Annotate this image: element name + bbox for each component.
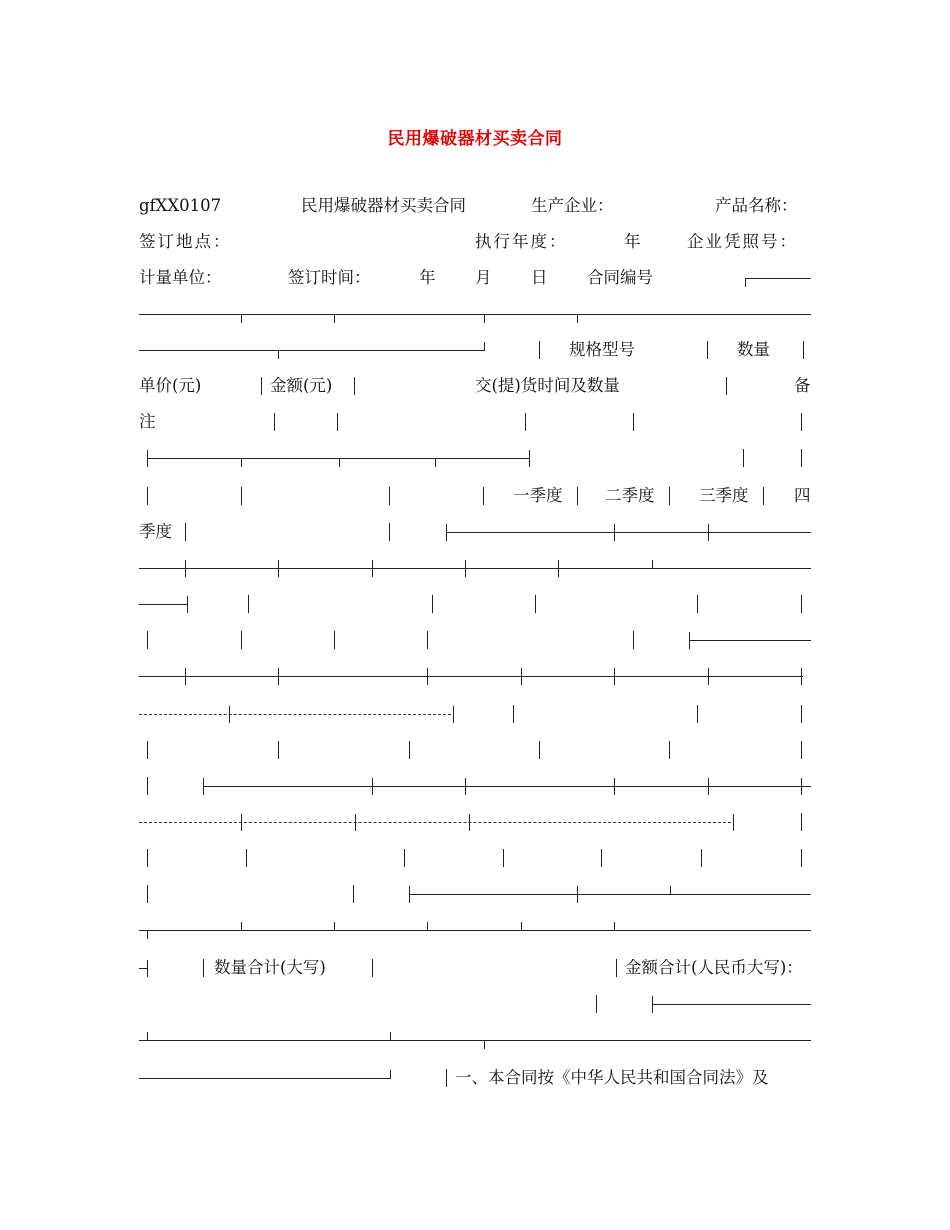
table-border-line	[465, 778, 466, 795]
table-border-line	[147, 487, 148, 505]
document-title: 民用爆破器材买卖合同	[387, 129, 563, 149]
table-border-line	[652, 1004, 811, 1005]
table-border-line	[763, 487, 764, 505]
table-border-line	[601, 849, 602, 867]
table-row-19	[139, 846, 811, 870]
table-row-16	[139, 738, 811, 762]
table-border-line	[278, 560, 279, 577]
clause-1: 一、本合同按《中华人民共和国合同法》及	[455, 1068, 769, 1087]
table-border-line	[484, 1040, 485, 1049]
table-border-line	[745, 278, 746, 287]
quarter-4b: 季度	[139, 522, 172, 541]
contract-code: gfXX0107	[139, 196, 222, 215]
exec-year-unit: 年	[624, 232, 641, 251]
table-border-line	[521, 668, 522, 685]
table-border-line	[708, 524, 709, 541]
table-border-line	[427, 668, 428, 685]
table-border-line	[389, 523, 390, 541]
exec-year-label: 执行年度：	[475, 232, 568, 251]
table-border-line	[503, 849, 504, 867]
table-border-line	[404, 849, 405, 867]
table-border-line	[241, 922, 242, 931]
table-row-10	[139, 520, 811, 544]
qty-total-label: 数量合计(大写)	[214, 958, 326, 977]
col-spec: 规格型号	[569, 340, 635, 359]
table-border-line	[446, 1069, 447, 1087]
table-border-line	[203, 959, 204, 977]
table-border-line	[339, 458, 340, 467]
table-border-line	[801, 413, 802, 431]
table-border-line	[274, 413, 275, 431]
table-border-line	[652, 560, 653, 569]
table-border-line	[390, 1032, 391, 1041]
table-border-line	[669, 741, 670, 759]
product-label: 产品名称：	[715, 196, 798, 215]
contract-name: 民用爆破器材买卖合同	[301, 196, 466, 215]
table-border-line	[334, 631, 335, 649]
table-border-line	[743, 449, 744, 467]
sign-time-label: 签订时间：	[288, 268, 371, 287]
col-price: 单价(元)	[139, 376, 202, 395]
table-border-line	[409, 894, 811, 895]
quarter-3: 三季度	[699, 486, 749, 505]
table-rule-4	[139, 664, 811, 688]
table-border-line	[334, 314, 335, 323]
table-border-line	[278, 350, 279, 359]
table-border-line	[139, 1040, 811, 1041]
table-border-line	[539, 341, 540, 359]
table-header-row-2	[139, 374, 811, 398]
col-remark-1: 备	[794, 376, 811, 395]
table-border-line	[355, 814, 356, 831]
table-border-line	[484, 342, 485, 351]
table-border-line	[669, 487, 670, 505]
table-row-12	[139, 592, 811, 616]
table-border-line	[390, 1070, 391, 1079]
table-border-line	[539, 741, 540, 759]
table-border-line	[241, 631, 242, 649]
producer-label: 生产企业：	[531, 196, 614, 215]
table-border-line	[801, 449, 802, 467]
table-rule-2	[139, 446, 811, 470]
table-border-line	[614, 922, 615, 931]
table-border-line	[354, 377, 355, 395]
table-border-line	[139, 1078, 390, 1079]
table-border-line	[801, 849, 802, 867]
header-row-1	[139, 194, 811, 218]
table-border-line	[801, 813, 802, 831]
table-rule-5	[139, 774, 811, 798]
table-rule-1	[139, 302, 811, 326]
table-border-line	[708, 668, 709, 685]
col-delivery: 交(提)货时间及数量	[475, 376, 620, 395]
table-border-line	[246, 849, 247, 867]
table-border-line	[203, 786, 811, 787]
table-border-line	[803, 341, 804, 359]
table-border-line	[147, 458, 529, 459]
table-border-line	[697, 595, 698, 613]
table-border-line	[483, 487, 484, 505]
table-border-line	[337, 413, 338, 431]
table-border-line	[147, 741, 148, 759]
table-border-line	[372, 959, 373, 977]
table-border-line	[147, 885, 148, 903]
table-border-line	[278, 741, 279, 759]
table-row-23	[139, 992, 811, 1016]
table-border-line	[139, 350, 484, 351]
table-border-line	[147, 631, 148, 649]
table-border-line	[446, 532, 811, 533]
table-border-line	[616, 959, 617, 977]
table-header-row-1	[139, 338, 811, 362]
table-border-line	[701, 849, 702, 867]
table-border-line	[801, 705, 802, 723]
table-border-line	[633, 413, 634, 431]
license-label: 企业凭照号：	[687, 232, 798, 251]
table-border-line	[147, 1032, 148, 1041]
table-border-line	[261, 377, 262, 395]
table-border-line	[334, 922, 335, 931]
table-border-line	[139, 968, 147, 969]
unit-label: 计量单位：	[139, 268, 222, 287]
table-border-line	[389, 487, 390, 505]
table-border-line	[521, 922, 522, 931]
table-border-line	[139, 314, 811, 315]
table-border-line	[185, 560, 186, 577]
sign-day: 日	[531, 268, 548, 287]
table-border-line	[139, 714, 451, 715]
table-border-line	[147, 960, 148, 977]
table-border-line	[801, 741, 802, 759]
table-rule-6	[139, 918, 811, 942]
sign-place-label: 签订地点：	[139, 232, 232, 251]
table-rule-3	[139, 556, 811, 580]
table-border-line	[558, 560, 559, 577]
contract-no-label: 合同编号	[587, 268, 653, 287]
table-quarter-row	[139, 484, 811, 508]
table-row-15	[139, 702, 811, 726]
table-border-line	[577, 487, 578, 505]
table-header-row-3	[139, 410, 811, 434]
table-border-line	[139, 676, 803, 677]
table-border-line	[139, 930, 811, 931]
table-border-line	[484, 314, 485, 323]
header-row-2	[139, 230, 811, 254]
col-remark-2: 注	[139, 412, 156, 431]
table-border-line	[726, 377, 727, 395]
table-border-line	[372, 560, 373, 577]
table-border-line	[229, 706, 230, 723]
table-border-line	[372, 778, 373, 795]
table-border-line	[733, 814, 734, 831]
table-border-line	[147, 849, 148, 867]
table-border-line	[708, 778, 709, 795]
table-border-line	[435, 458, 436, 467]
table-border-line	[139, 604, 187, 605]
table-border-line	[187, 596, 188, 613]
table-row-20	[139, 882, 811, 906]
table-row-13	[139, 628, 811, 652]
quarter-4a: 四	[794, 486, 811, 505]
sign-month: 月	[475, 268, 492, 287]
table-border-line	[513, 705, 514, 723]
table-border-line	[745, 278, 811, 279]
table-border-line	[670, 886, 671, 895]
table-totals-row	[139, 956, 811, 980]
quarter-2: 二季度	[605, 486, 655, 505]
table-border-line	[596, 995, 597, 1013]
table-border-line	[469, 814, 470, 831]
table-border-line	[614, 778, 615, 795]
table-border-line	[241, 314, 242, 323]
table-border-line	[409, 741, 410, 759]
table-border-line	[707, 341, 708, 359]
table-border-line	[614, 668, 615, 685]
table-border-line	[577, 314, 578, 323]
table-border-line	[147, 777, 148, 795]
col-amount: 金额(元)	[270, 376, 333, 395]
table-row-18	[139, 810, 811, 834]
table-border-line	[525, 413, 526, 431]
table-border-line	[801, 668, 802, 685]
table-border-line	[353, 885, 354, 903]
table-border-line	[453, 706, 454, 723]
table-border-line	[427, 922, 428, 931]
table-border-line	[241, 814, 242, 831]
col-qty: 数量	[737, 340, 770, 359]
table-border-line	[535, 595, 536, 613]
table-border-line	[278, 668, 279, 685]
quarter-1: 一季度	[513, 486, 563, 505]
table-border-line	[147, 930, 148, 939]
table-border-line	[529, 450, 530, 467]
table-border-line	[248, 595, 249, 613]
sign-year: 年	[419, 268, 436, 287]
table-border-line	[801, 595, 802, 613]
table-border-line	[241, 487, 242, 505]
table-border-line	[185, 523, 186, 541]
table-border-line	[633, 631, 634, 649]
table-border-line	[801, 778, 802, 795]
amount-total-label: 金额合计(人民币大写)：	[625, 958, 803, 977]
table-border-line	[577, 886, 578, 903]
table-border-line	[139, 568, 811, 569]
table-border-line	[432, 595, 433, 613]
header-row-3	[139, 266, 811, 290]
clause-row	[139, 1066, 811, 1090]
table-border-line	[139, 822, 731, 823]
table-border-line	[614, 524, 615, 541]
table-border-line	[697, 705, 698, 723]
table-border-line	[465, 560, 466, 577]
table-border-line	[427, 631, 428, 649]
table-border-line	[241, 458, 242, 467]
table-rule-7	[139, 1028, 811, 1052]
table-border-line	[689, 640, 811, 641]
table-border-line	[185, 668, 186, 685]
